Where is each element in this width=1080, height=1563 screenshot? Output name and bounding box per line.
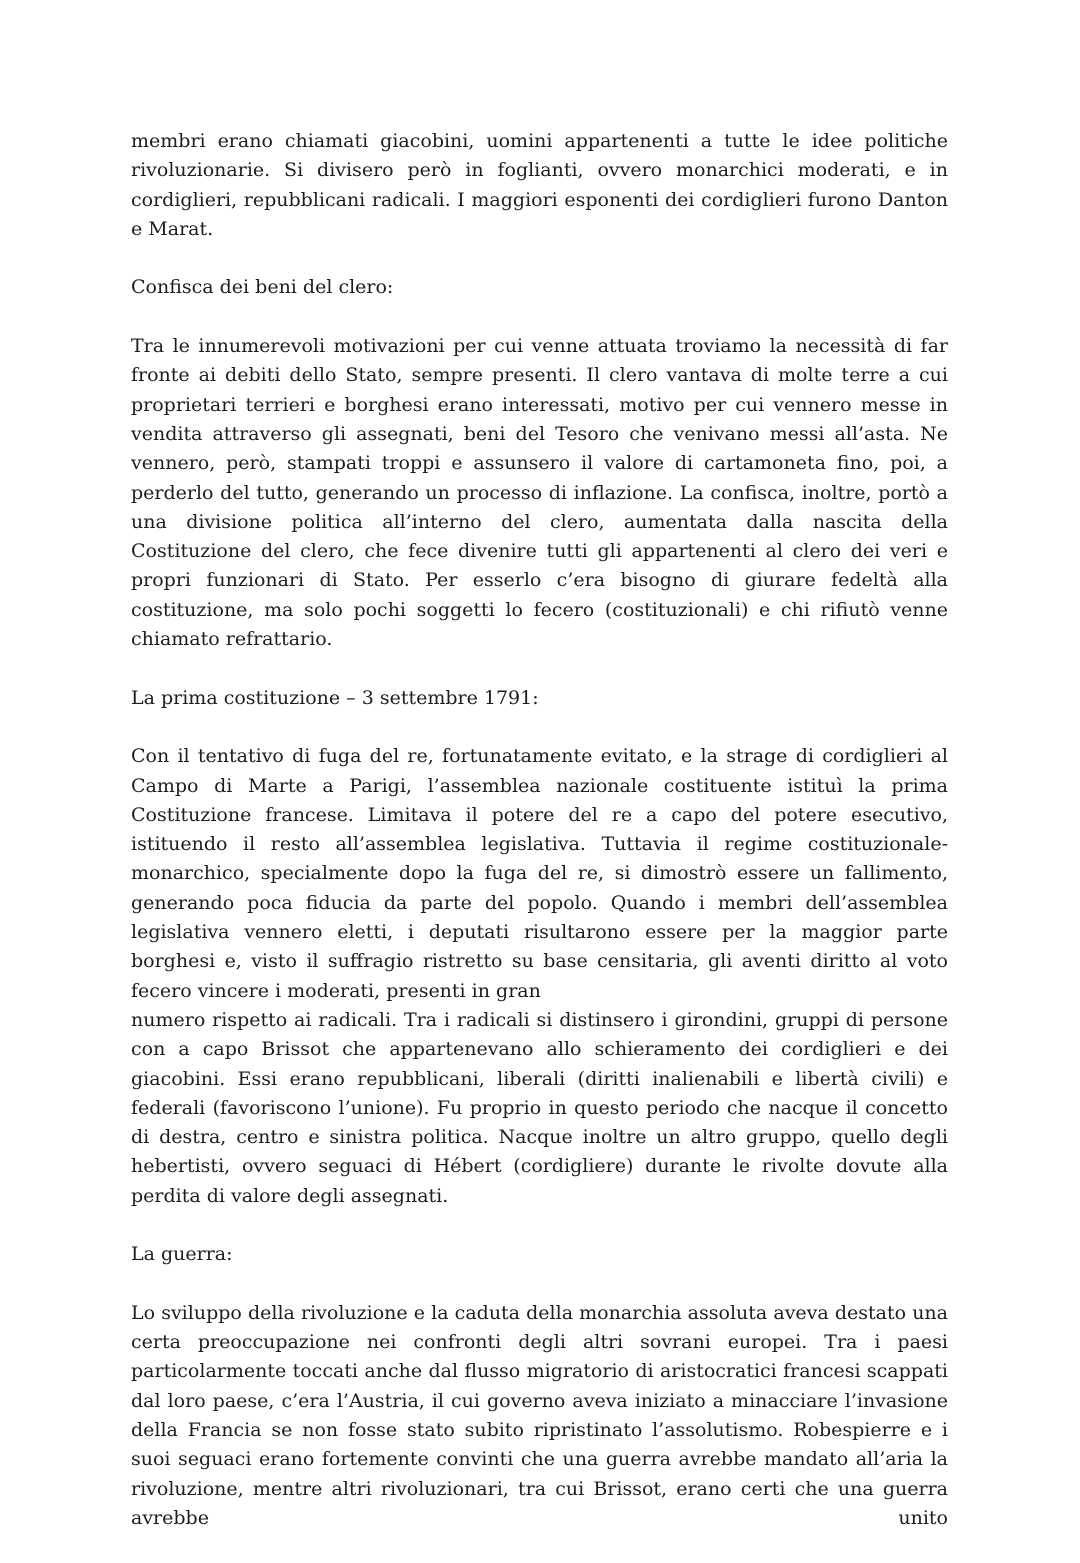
section-heading-prima-costituzione: La prima costituzione – 3 settembre 1791: [131, 686, 539, 709]
paragraph-confisca: Tra le innumerevoli motivazioni per cui venne attuata troviamo la necessità di far fronte ai debiti dello Stato, sempre presenti. Il clero vantava di molte terre a cui proprietari terrieri e borghesi erano interessati, motivo per cui vennero messe in vendita attraverso gli assegnati, beni del Tesoro che venivano messi all’asta. Ne vennero, però, stampati troppi e assunsero il valore di cartamoneta fino, poi, a perderlo del tutto, generando un processo di inflazione. La confisca, inoltre, portò a una divisione politica all’interno del clero, aumentata dalla nascita della Costituzione del clero, che fece divenire tutti gli appartenenti al clero dei veri e propri funzionari di Stato. Per esserlo c’era bisogno di giurare fedeltà alla costituzione, ma solo pochi soggetti lo fecero (costituzionali) e chi rifiutò venne chiamato refrattario. [131, 335, 948, 651]
paragraph-prima-costituzione-part1: Con il tentativo di fuga del re, fortunatamente evitato, e la strage di cordiglieri al Campo di Marte a Parigi, l’assemblea nazionale costituente istituì la prima Costituzione francese. Limitava il potere del re a capo del potere esecutivo, istituendo il resto all’assemblea legislativa. Tuttavia il regime costituzionale-monarchico, specialmente dopo la fuga del re, si dimostrò essere un fallimento, generando poca fiducia da parte del popolo. Quando i membri dell’assemblea legislativa vennero eletti, i deputati risultarono essere per la maggior parte borghesi e, visto il suffragio ristretto su base censitaria, gli aventi diritto al voto fecero vincere i moderati, presenti in gran [131, 745, 948, 1002]
paragraph-giacobini: membri erano chiamati giacobini, uomini appartenenti a tutte le idee politiche rivoluzionarie. Si divisero però in foglianti, ovvero monarchici moderati, e in cordiglieri, repubblicani radicali. I maggiori esponenti dei cordiglieri furono Danton e Marat. [131, 130, 948, 240]
paragraph-guerra: Lo sviluppo della rivoluzione e la caduta della monarchia assoluta aveva destato una certa preoccupazione nei confronti degli altri sovrani europei. Tra i paesi particolarmente toccati anche dal flusso migratorio di aristocratici francesi scappati dal loro paese, c’era l’Austria, il cui governo aveva iniziato a minacciare l’invasione della Francia se non fosse stato subito ripristinato l’assolutismo. Robespierre e i suoi seguaci erano fortemente convinti che una guerra avrebbe mandato all’aria la rivoluzione, mentre altri rivoluzionari, tra cui Brissot, erano certi che una guerra avrebbe unito [131, 1301, 948, 1529]
paragraph-prima-costituzione-part2: numero rispetto ai radicali. Tra i radicali si distinsero i girondini, gruppi di persone con a capo Brissot che appartenevano allo schieramento dei cordiglieri e dei giacobini. Essi erano repubblicani, liberali (diritti inalienabili e libertà civili) e federali (favoriscono l’unione). Fu proprio in questo periodo che nacque il concetto di destra, centro e sinistra politica. Nacque inoltre un altro gruppo, quello degli hebertisti, ovvero seguaci di Hébert (cordigliere) durante le rivolte dovute alla perdita di valore degli assegnati. [131, 1008, 948, 1207]
document-page [131, 127, 948, 1563]
section-heading-guerra: La guerra: [131, 1243, 233, 1266]
section-heading-confisca: Confisca dei beni del clero: [131, 276, 394, 299]
paragraph-prima-costituzione [131, 742, 948, 1211]
